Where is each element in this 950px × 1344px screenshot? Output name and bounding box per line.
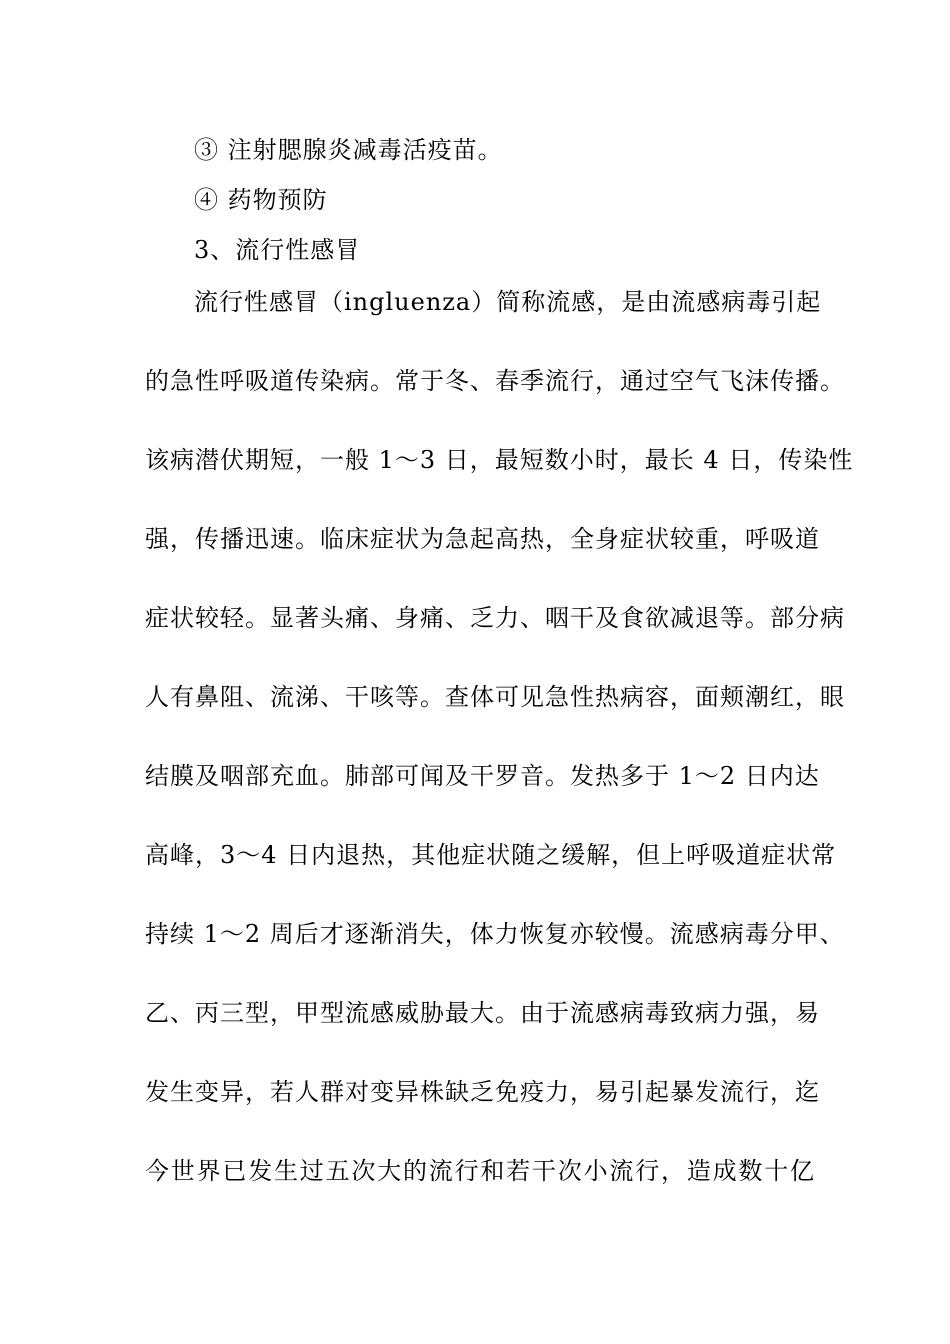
paragraph-line: 高峰，3～4 日内退热，其他症状随之缓解，但上呼吸道症状常 [145,841,837,869]
paragraph-line: 流行性感冒（ingluenza）简称流感，是由流感病毒引起 [194,288,822,316]
paragraph-line: 发生变异，若人群对变异株缺乏免疫力，易引起暴发流行，迄 [145,1078,820,1106]
list-item-drug-prevention: ④ 药物预防 [194,186,328,214]
paragraph-line: 强，传播迅速。临床症状为急起高热，全身症状较重，呼吸道 [145,525,820,553]
paragraph-line: 结膜及咽部充血。肺部可闻及干罗音。发热多于 1～2 日内达 [145,762,820,790]
paragraph-line: 症状较轻。显著头痛、身痛、乏力、咽干及食欲减退等。部分病 [145,604,845,632]
paragraph-line: 的急性呼吸道传染病。常于冬、春季流行，通过空气飞沫传播。 [145,367,845,395]
paragraph-line: 人有鼻阻、流涕、干咳等。查体可见急性热病容，面颊潮红，眼 [145,683,845,711]
section-heading-influenza: 3、流行性感冒 [194,236,361,264]
list-item-vaccine: ③ 注射腮腺炎减毒活疫苗。 [194,136,503,164]
paragraph-line: 乙、丙三型，甲型流感威胁最大。由于流感病毒致病力强，易 [145,999,820,1027]
paragraph-line: 持续 1～2 周后才逐渐消失，体力恢复亦较慢。流感病毒分甲、 [145,920,845,948]
paragraph-line: 该病潜伏期短，一般 1～3 日，最短数小时，最长 4 日，传染性 [145,446,854,474]
paragraph-line: 今世界已发生过五次大的流行和若干次小流行，造成数十亿 [145,1157,815,1185]
